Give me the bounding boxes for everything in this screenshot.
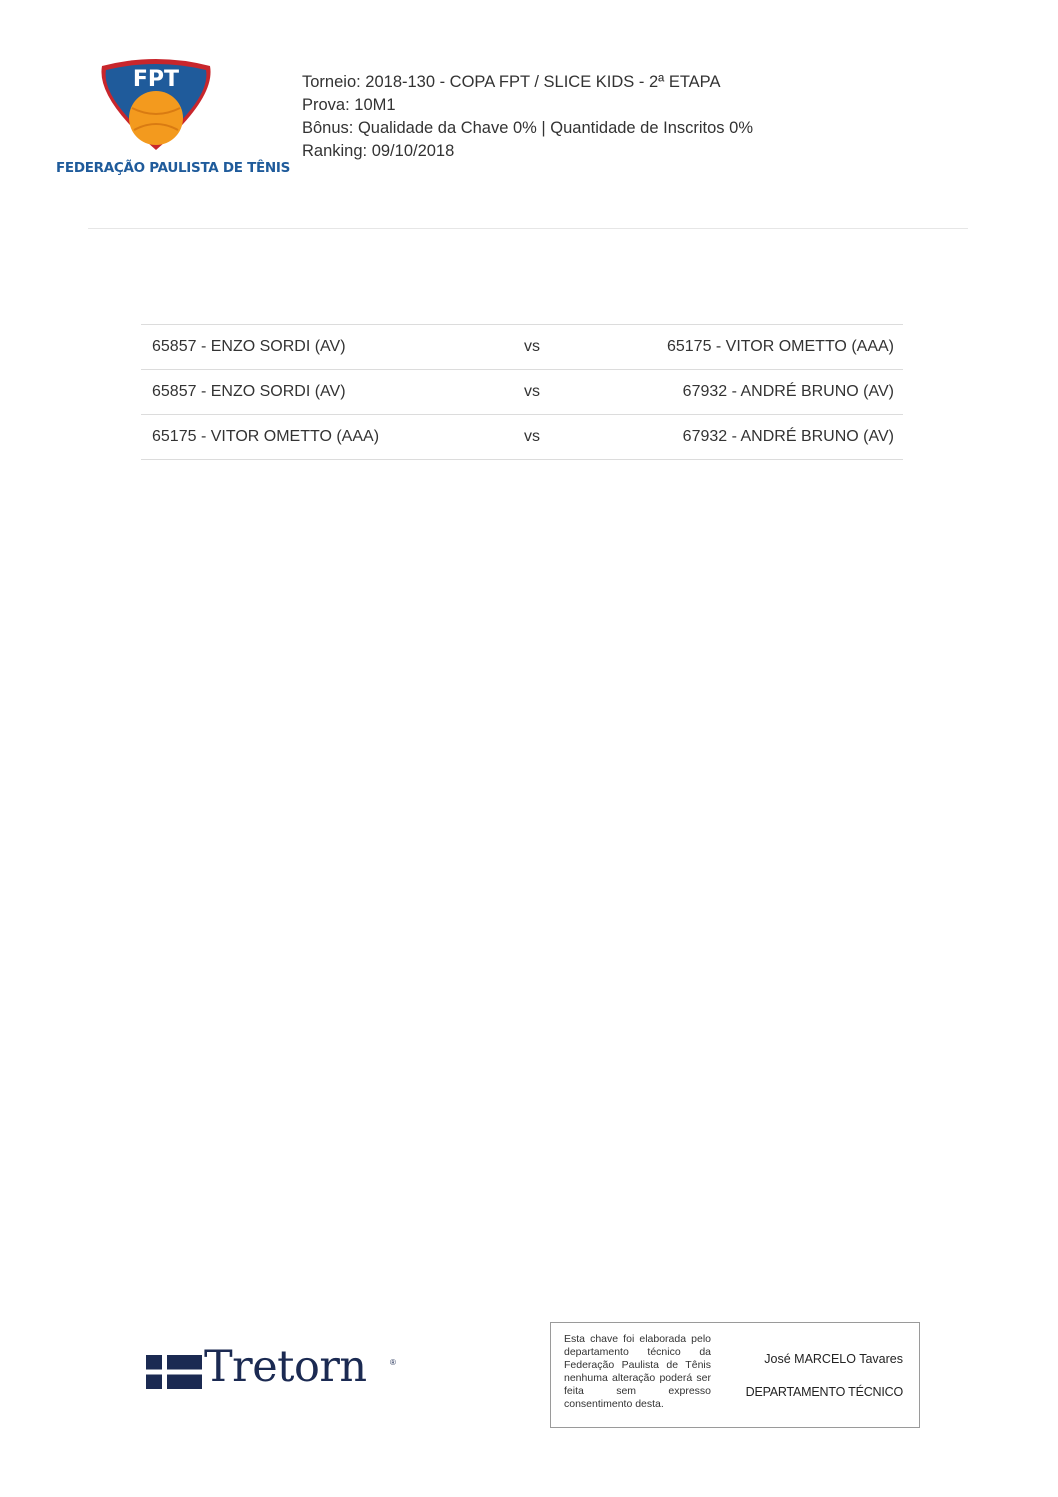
match-row <box>141 325 903 370</box>
approval-stamp <box>550 1322 920 1428</box>
match-row <box>141 370 903 415</box>
logo-letters: FPT <box>132 67 180 92</box>
registered-mark: ® <box>390 1358 396 1367</box>
event-prova: Prova: 10M1 <box>302 96 396 114</box>
stamp-note: Esta chave foi elaborada pelo departamento técnico da Federação Paulista de Tênis nenhuma alteração poderá ser feita sem expresso consentimento desta. <box>564 1333 711 1410</box>
logo-org-name: FEDERAÇÃO PAULISTA DE TÊNIS <box>56 160 291 176</box>
fpt-logo <box>56 58 291 182</box>
stamp-department: DEPARTAMENTO TÉCNICO <box>745 1385 903 1399</box>
tretorn-flag-icon <box>146 1355 202 1389</box>
player-b: 67932 - ANDRÉ BRUNO (AV) <box>682 383 894 400</box>
vs-label: vs <box>524 338 540 355</box>
match-row <box>141 415 903 460</box>
player-a: 65857 - ENZO SORDI (AV) <box>152 383 346 400</box>
header-divider <box>88 228 968 229</box>
player-a: 65175 - VITOR OMETTO (AAA) <box>152 428 380 445</box>
ranking-date: Ranking: 09/10/2018 <box>302 142 455 160</box>
fpt-shield-icon <box>56 58 256 158</box>
sponsor-logo <box>138 1340 408 1404</box>
sponsor-name: Tretorn <box>204 1342 367 1392</box>
player-b: 65175 - VITOR OMETTO (AAA) <box>666 338 894 355</box>
stamp-signer: José MARCELO Tavares <box>764 1352 903 1366</box>
player-b: 67932 - ANDRÉ BRUNO (AV) <box>682 428 894 445</box>
vs-label: vs <box>524 428 540 445</box>
player-a: 65857 - ENZO SORDI (AV) <box>152 338 346 355</box>
bonus-info: Bônus: Qualidade da Chave 0% | Quantidade de Inscritos 0% <box>302 119 753 137</box>
tournament-info <box>302 71 753 163</box>
matches-table <box>141 324 903 460</box>
tournament-name: Torneio: 2018-130 - COPA FPT / SLICE KIDS - 2ª ETAPA <box>302 73 721 91</box>
vs-label: vs <box>524 383 540 400</box>
